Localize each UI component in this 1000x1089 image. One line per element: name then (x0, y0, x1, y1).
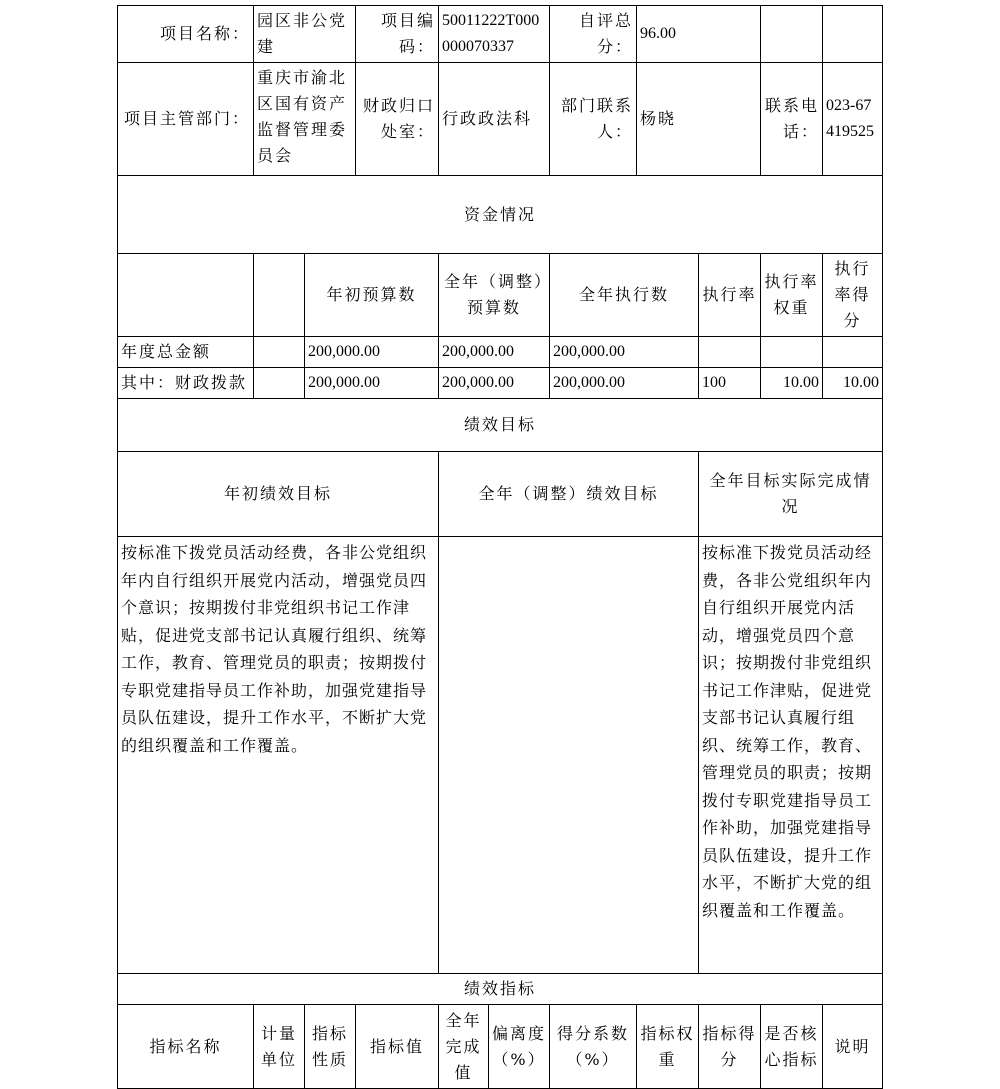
funds-header-rate: 执行率 (699, 254, 761, 337)
self-score-label: 自评总分： (550, 6, 637, 63)
funds-row-adjusted: 200,000.00 (439, 368, 550, 399)
indicator-header-value: 指标值 (356, 1005, 439, 1089)
dept-label: 项目主管部门： (118, 63, 254, 176)
empty-cell (254, 368, 305, 399)
finance-office-value: 行政政法科 (439, 63, 550, 176)
phone-label: 联系电话： (761, 63, 823, 176)
empty-cell (254, 254, 305, 337)
project-name-value: 园区非公党建 (254, 6, 356, 63)
goals-header-adjusted: 全年（调整）绩效目标 (439, 452, 699, 537)
indicator-header-completed: 全年完成值 (439, 1005, 489, 1089)
funds-header-budget: 年初预算数 (305, 254, 439, 337)
funds-section-title: 资金情况 (118, 176, 883, 254)
goals-header-actual: 全年目标实际完成情况 (699, 452, 883, 537)
goals-header-initial: 年初绩效目标 (118, 452, 439, 537)
empty-cell (254, 337, 305, 368)
indicator-header-note: 说明 (823, 1005, 883, 1089)
goals-section-title: 绩效目标 (118, 399, 883, 452)
indicators-section-title: 绩效指标 (118, 974, 883, 1005)
funds-row-rate (699, 337, 761, 368)
funds-row-budget: 200,000.00 (305, 368, 439, 399)
goals-actual-text: 按标准下拨党员活动经费，各非公党组织年内自行组织开展党内活动，增强党员四个意识；按期拨付非党组织书记工作津贴，促进党支部书记认真履行组织、统筹工作，教育、管理党员的职责；按期拨付专职党建指导员工作补助，加强党建指导员队伍建设，提升工作水平，不断扩大党的组织覆盖和工作覆盖。 (699, 537, 883, 974)
empty-cell (823, 6, 883, 63)
funds-row-executed: 200,000.00 (550, 368, 699, 399)
funds-header-weight: 执行率权重 (761, 254, 823, 337)
indicator-header-weight: 指标权重 (637, 1005, 699, 1089)
contact-value: 杨晓 (637, 63, 761, 176)
performance-evaluation-table (117, 5, 883, 1089)
empty-cell (118, 254, 254, 337)
funds-header-score: 执行率得分 (823, 254, 883, 337)
self-score-value: 96.00 (637, 6, 761, 63)
dept-value: 重庆市渝北区国有资产监督管理委员会 (254, 63, 356, 176)
contact-label: 部门联系人： (550, 63, 637, 176)
indicator-header-nature: 指标性质 (305, 1005, 356, 1089)
indicator-header-deviation: 偏离度（%） (489, 1005, 550, 1089)
project-name-label: 项目名称： (118, 6, 254, 63)
funds-row-budget: 200,000.00 (305, 337, 439, 368)
empty-cell (761, 6, 823, 63)
indicator-header-core: 是否核心指标 (761, 1005, 823, 1089)
funds-row-adjusted: 200,000.00 (439, 337, 550, 368)
indicator-header-name: 指标名称 (118, 1005, 254, 1089)
funds-header-adjusted: 全年（调整）预算数 (439, 254, 550, 337)
indicator-header-score: 指标得分 (699, 1005, 761, 1089)
funds-row-label: 年度总金额 (118, 337, 254, 368)
funds-header-executed: 全年执行数 (550, 254, 699, 337)
indicator-header-unit: 计量单位 (254, 1005, 305, 1089)
finance-office-label: 财政归口处室： (356, 63, 439, 176)
funds-row-weight: 10.00 (761, 368, 823, 399)
funds-row-score: 10.00 (823, 368, 883, 399)
project-code-value: 50011222T000000070337 (439, 6, 550, 63)
funds-row-executed: 200,000.00 (550, 337, 699, 368)
funds-row-rate: 100 (699, 368, 761, 399)
project-code-label: 项目编码： (356, 6, 439, 63)
funds-row-weight (761, 337, 823, 368)
goals-adjusted-text (439, 537, 699, 974)
phone-value: 023-67419525 (823, 63, 883, 176)
indicator-header-coefficient: 得分系数（%） (550, 1005, 637, 1089)
funds-row-score (823, 337, 883, 368)
goals-initial-text: 按标准下拨党员活动经费，各非公党组织年内自行组织开展党内活动，增强党员四个意识；按期拨付非党组织书记工作津贴，促进党支部书记认真履行组织、统筹工作，教育、管理党员的职责；按期拨付专职党建指导员工作补助，加强党建指导员队伍建设，提升工作水平，不断扩大党的组织覆盖和工作覆盖。 (118, 537, 439, 974)
funds-row-label: 其中：财政拨款 (118, 368, 254, 399)
